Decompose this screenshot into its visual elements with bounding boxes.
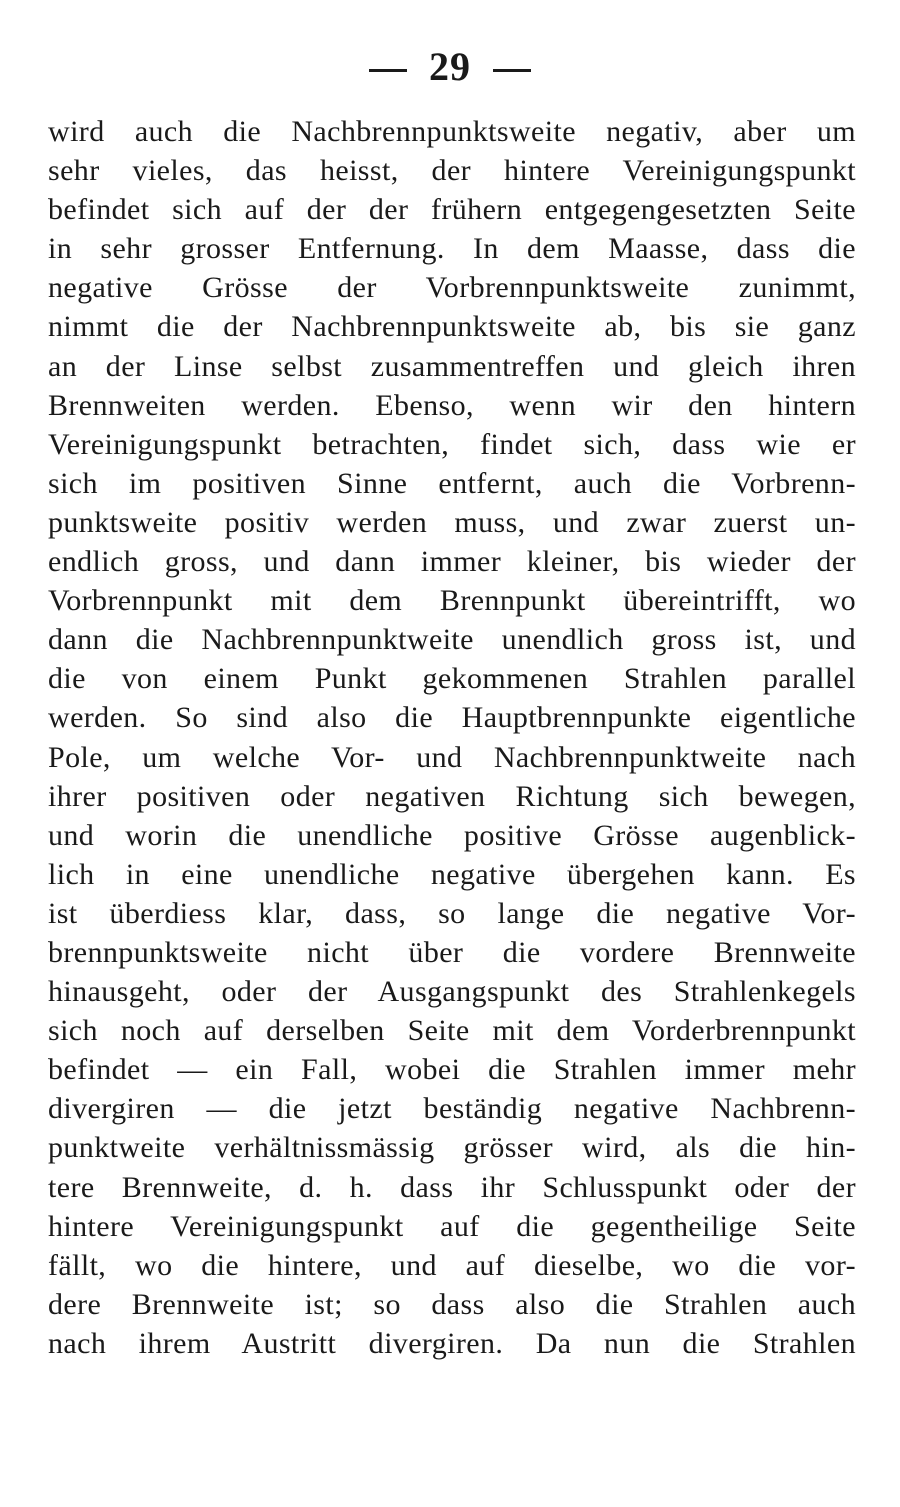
text-line: ist überdiess klar, dass, so lange die negative Vor- bbox=[48, 896, 856, 930]
text-line: Vereinigungspunkt betrachten, findet sich, dass wie er bbox=[48, 427, 856, 461]
header-dash-right bbox=[493, 69, 531, 72]
text-line: fällt, wo die hintere, und auf dieselbe, wo die vor- bbox=[48, 1248, 856, 1282]
text-line: hintere Vereinigungspunkt auf die gegentheilige Seite bbox=[48, 1209, 856, 1243]
text-line: Pole, um welche Vor- und Nachbrennpunktweite nach bbox=[48, 740, 856, 774]
text-line: befindet sich auf der der frühern entgegengesetzten Seite bbox=[48, 193, 856, 227]
text-line: tere Brennweite, d. h. dass ihr Schlusspunkt oder der bbox=[48, 1170, 856, 1204]
text-line: an der Linse selbst zusammentreffen und gleich ihren bbox=[48, 349, 856, 383]
text-line: ihrer positiven oder negativen Richtung sich bewegen, bbox=[48, 779, 856, 813]
text-line: nach ihrem Austritt divergiren. Da nun die Strahlen bbox=[48, 1326, 856, 1360]
text-line: endlich gross, und dann immer kleiner, bis wieder der bbox=[48, 545, 856, 579]
text-line: divergiren — die jetzt beständig negative Nachbrenn- bbox=[48, 1092, 856, 1126]
text-line: nimmt die der Nachbrennpunktsweite ab, bis sie ganz bbox=[48, 310, 856, 344]
text-line: und worin die unendliche positive Grösse augenblick- bbox=[48, 818, 856, 852]
page-number: 29 bbox=[429, 44, 471, 89]
text-line: sich im positiven Sinne entfernt, auch die Vorbrenn- bbox=[48, 466, 856, 500]
text-line: werden. So sind also die Hauptbrennpunkte eigentliche bbox=[48, 701, 856, 735]
text-line: wird auch die Nachbrennpunktsweite negativ, aber um bbox=[48, 115, 856, 148]
text-line: die von einem Punkt gekommenen Strahlen parallel bbox=[48, 662, 856, 696]
text-line: negative Grösse der Vorbrennpunktsweite zunimmt, bbox=[48, 271, 856, 305]
text-line: punktweite verhältnissmässig grösser wird, als die hin- bbox=[48, 1131, 856, 1165]
text-line: brennpunktsweite nicht über die vordere Brennweite bbox=[48, 935, 856, 969]
text-line: dere Brennweite ist; so dass also die Strahlen auch bbox=[48, 1287, 856, 1321]
text-line: punktsweite positiv werden muss, und zwar zuerst un- bbox=[48, 505, 856, 539]
text-line: dann die Nachbrennpunktweite unendlich gross ist, und bbox=[48, 623, 856, 657]
body-text bbox=[48, 112, 856, 1363]
text-line: in sehr grosser Entfernung. In dem Maasse, dass die bbox=[48, 232, 856, 266]
text-line: sich noch auf derselben Seite mit dem Vorderbrennpunkt bbox=[48, 1014, 856, 1048]
header-dash-left bbox=[369, 69, 407, 72]
text-line: Vorbrennpunkt mit dem Brennpunkt übereintrifft, wo bbox=[48, 584, 856, 618]
text-line: hinausgeht, oder der Ausgangspunkt des Strahlenkegels bbox=[48, 975, 856, 1009]
text-line: Brennweiten werden. Ebenso, wenn wir den hintern bbox=[48, 388, 856, 422]
page-header bbox=[0, 42, 900, 92]
text-line: befindet — ein Fall, wobei die Strahlen immer mehr bbox=[48, 1053, 856, 1087]
text-line: lich in eine unendliche negative übergehen kann. Es bbox=[48, 857, 856, 891]
text-line: sehr vieles, das heisst, der hintere Vereinigungspunkt bbox=[48, 154, 856, 188]
